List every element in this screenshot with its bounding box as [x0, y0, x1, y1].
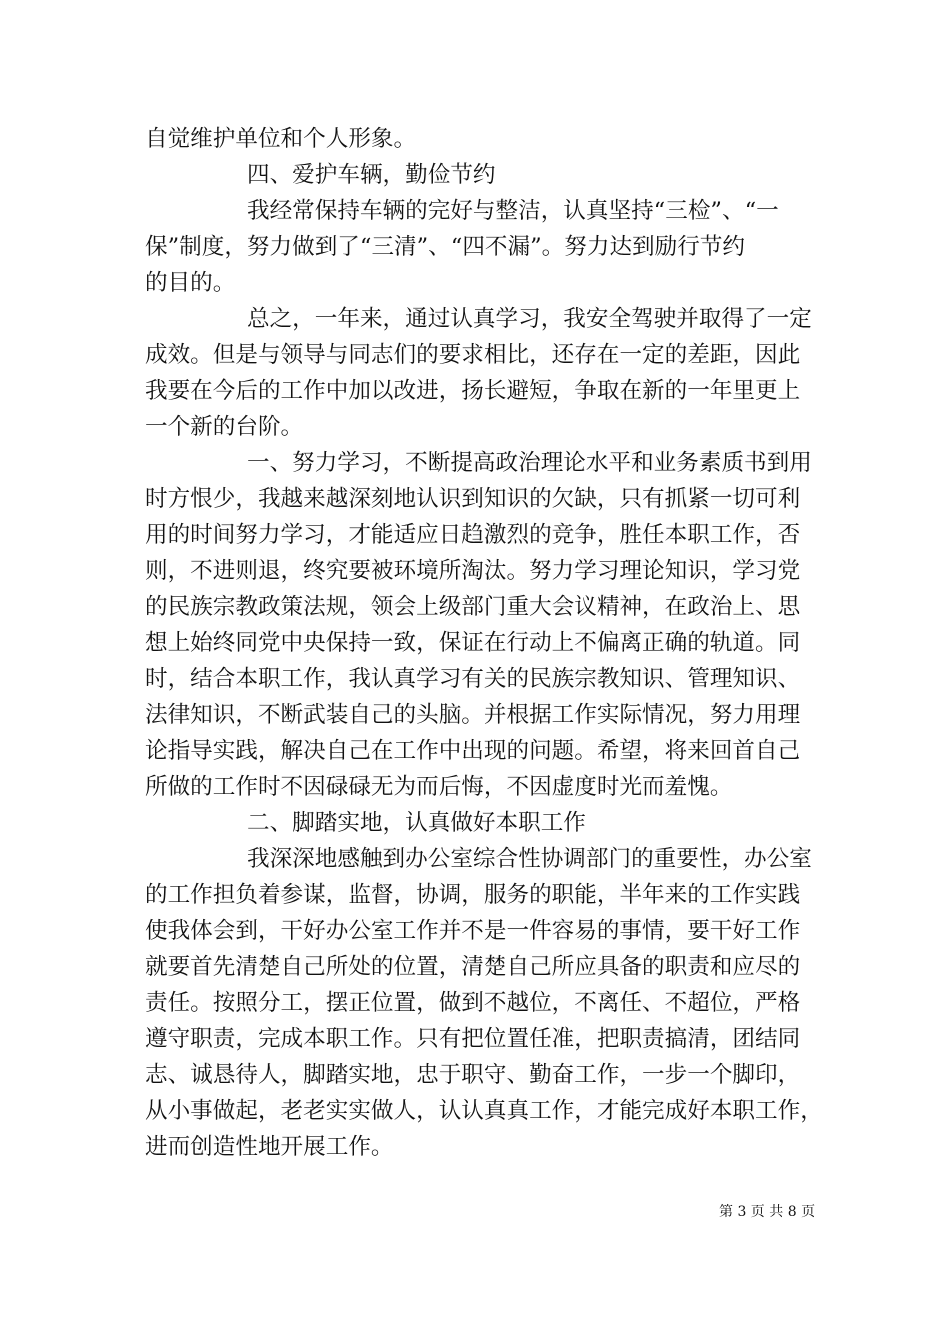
- text-line: 一个新的台阶。: [145, 414, 304, 440]
- text-line: 总之，一年来，通过认真学习，我安全驾驶并取得了一定: [247, 306, 812, 332]
- text-line: 的工作担负着参谋，监督，协调，服务的职能，半年来的工作实践: [145, 882, 801, 908]
- text-line: 的目的。: [145, 270, 236, 296]
- text-line: 遵守职责，完成本职工作。只有把位置任准，把职责搞清，团结同: [145, 1026, 801, 1052]
- text-line: 自觉维护单位和个人形象。: [145, 126, 417, 152]
- text-line: 使我体会到，干好办公室工作并不是一件容易的事情，要干好工作: [145, 918, 801, 944]
- text-line: 我经常保持车辆的完好与整洁，认真坚持“三检”、“一: [247, 198, 779, 224]
- text-line: 就要首先清楚自己所处的位置，清楚自己所应具备的职责和应尽的: [145, 954, 801, 980]
- text-line: 进而创造性地开展工作。: [145, 1134, 394, 1160]
- section-heading: 二、脚踏实地，认真做好本职工作: [247, 810, 586, 836]
- text-line: 时方恨少，我越来越深刻地认识到知识的欠缺，只有抓紧一切可利: [145, 486, 801, 512]
- text-line: 一、努力学习，不断提高政治理论水平和业务素质书到用: [247, 450, 812, 476]
- text-line: 用的时间努力学习，才能适应日趋激烈的竞争，胜任本职工作，否: [145, 522, 801, 548]
- section-heading: 四、爱护车辆，勤俭节约: [247, 162, 496, 188]
- text-line: 我要在今后的工作中加以改进，扬长避短，争取在新的一年里更上: [145, 378, 801, 404]
- text-line: 我深深地感触到办公室综合性协调部门的重要性，办公室: [247, 846, 812, 872]
- text-line: 时，结合本职工作，我认真学习有关的民族宗教知识、管理知识、: [145, 666, 801, 692]
- text-line: 法律知识，不断武装自己的头脑。并根据工作实际情况，努力用理: [145, 702, 801, 728]
- text-line: 志、诚恳待人，脚踏实地，忠于职守、勤奋工作，一步一个脚印，: [145, 1062, 801, 1088]
- text-line: 从小事做起，老老实实做人，认认真真工作，才能完成好本职工作，: [145, 1098, 823, 1124]
- text-line: 责任。按照分工，摆正位置，做到不越位，不离任、不超位，严格: [145, 990, 801, 1016]
- text-line: 论指导实践，解决自己在工作中出现的问题。希望，将来回首自己: [145, 738, 801, 764]
- text-line: 所做的工作时不因碌碌无为而后悔，不因虚度时光而羞愧。: [145, 774, 733, 800]
- text-line: 的民族宗教政策法规，领会上级部门重大会议精神，在政治上、思: [145, 594, 801, 620]
- text-line: 则，不进则退，终究要被环境所淘汰。努力学习理论知识，学习党: [145, 558, 801, 584]
- text-line: 成效。但是与领导与同志们的要求相比，还存在一定的差距，因此: [145, 342, 801, 368]
- text-line: 想上始终同党中央保持一致，保证在行动上不偏离正确的轨道。同: [145, 630, 801, 656]
- text-line: 保”制度，努力做到了“三清”、“四不漏”。努力达到励行节约: [145, 234, 746, 260]
- page-number: 第 3 页 共 8 页: [719, 1204, 816, 1220]
